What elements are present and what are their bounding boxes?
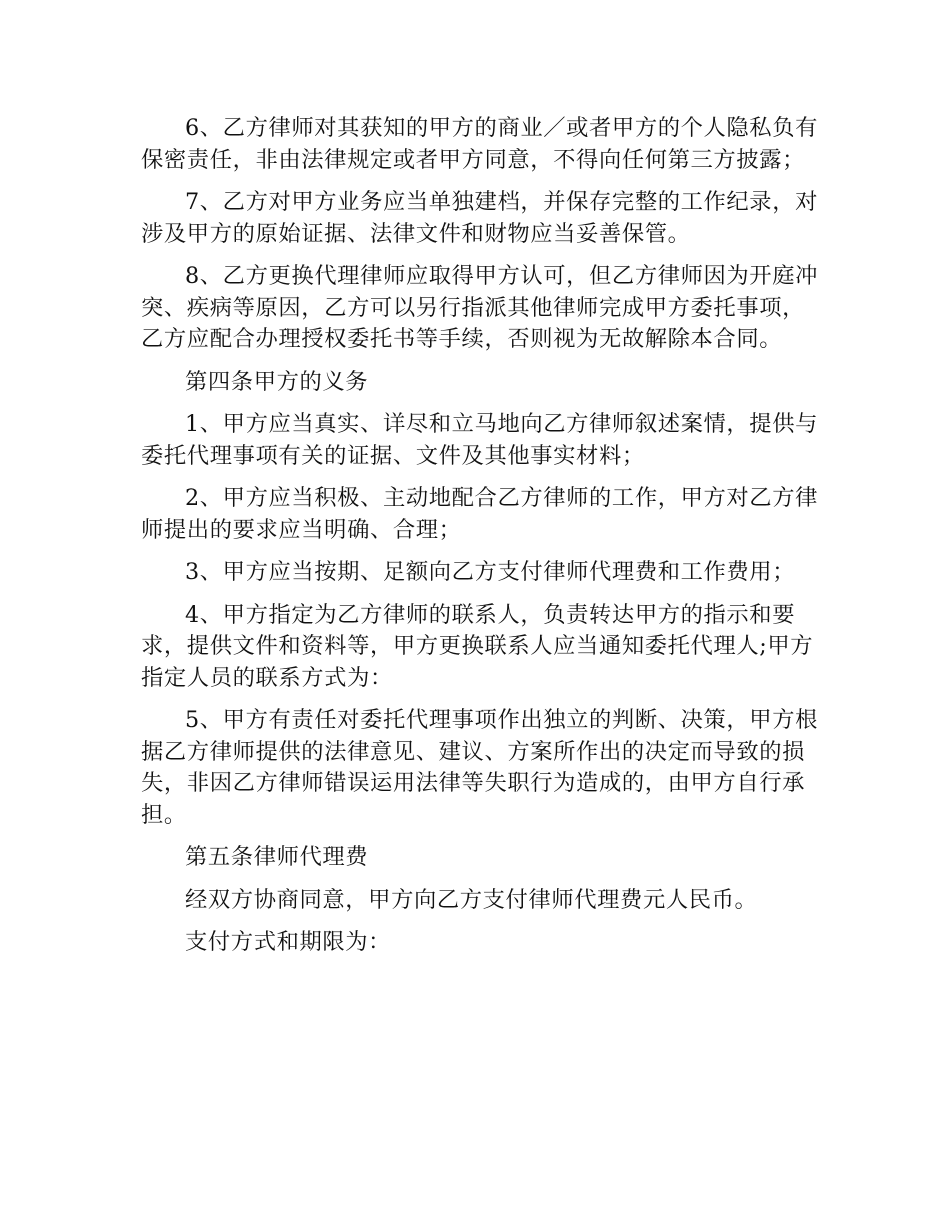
document-body [141, 113, 826, 970]
clause-5-payment-terms: 支付方式和期限为： [185, 929, 392, 955]
clause-4-item-3: 3、甲方应当按期、足额向乙方支付律师代理费和工作费用； [185, 559, 796, 585]
clause-3-item-7: 7、乙方对甲方业务应当单独建档，并保存完整的工作纪录，对涉及甲方的原始证据、法律文件和财物应当妥善保管。 [141, 189, 819, 247]
clause-4-item-2: 2、甲方应当积极、主动地配合乙方律师的工作，甲方对乙方律师提出的要求应当明确、合理； [141, 485, 819, 543]
clause-4-item-5: 5、甲方有责任对委托代理事项作出独立的判断、决策，甲方根据乙方律师提供的法律意见、建议、方案所作出的决定而导致的损失，非因乙方律师错误运用法律等失职行为造成的，由甲方自行承担。 [141, 707, 819, 828]
clause-3-item-6: 6、乙方律师对其获知的甲方的商业／或者甲方的个人隐私负有保密责任，非由法律规定或者甲方同意，不得向任何第三方披露； [141, 115, 819, 173]
clause-4-item-1: 1、甲方应当真实、详尽和立马地向乙方律师叙述案情，提供与委托代理事项有关的证据、文件及其他事实材料； [141, 411, 819, 469]
clause-3-item-8: 8、乙方更换代理律师应取得甲方认可，但乙方律师因为开庭冲突、疾病等原因，乙方可以另行指派其他律师完成甲方委托事项，乙方应配合办理授权委托书等手续，否则视为无故解除本合同。 [141, 263, 819, 352]
clause-4-item-4: 4、甲方指定为乙方律师的联系人，负责转达甲方的指示和要求，提供文件和资料等，甲方更换联系人应当通知委托代理人;甲方指定人员的联系方式为： [141, 601, 814, 691]
clause-5-fee-text: 经双方协商同意，甲方向乙方支付律师代理费元人民币。 [185, 886, 758, 913]
clause-4-heading: 第四条甲方的义务 [185, 368, 369, 395]
clause-5-heading: 第五条律师代理费 [185, 844, 369, 870]
